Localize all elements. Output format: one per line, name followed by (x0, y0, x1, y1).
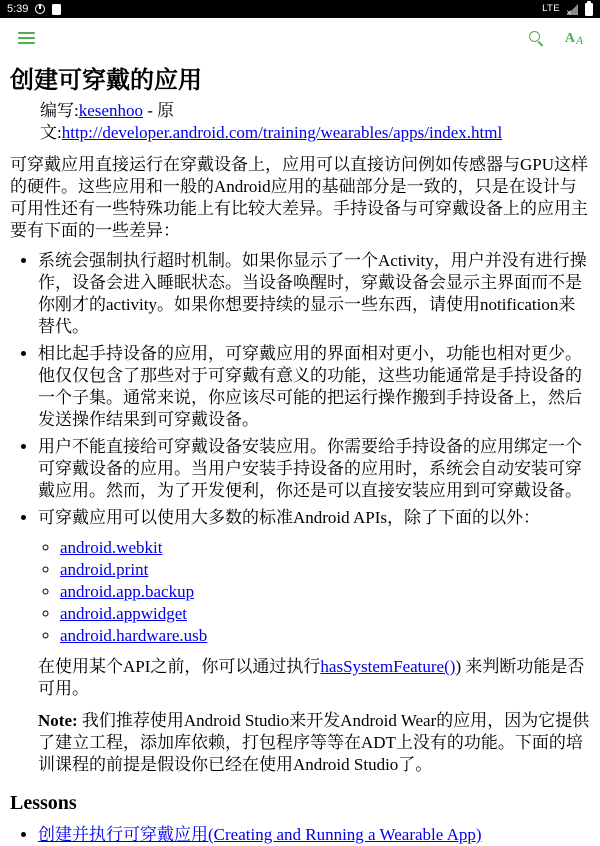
status-bar-left (7, 0, 61, 18)
hamburger-menu-icon[interactable] (18, 32, 35, 44)
list-item (60, 537, 590, 558)
notification-file-icon (52, 4, 61, 15)
byline (40, 100, 590, 144)
signal-x-icon: ✕ (566, 9, 572, 17)
app-bar-actions (527, 29, 582, 48)
api-check-suffix: ) 来判断功能是否可用。 (38, 657, 585, 698)
font-size-icon[interactable] (565, 29, 582, 48)
note-label: Note: (38, 711, 78, 730)
lessons-heading: Lessons (10, 792, 77, 814)
font-size-icon-large-a: A (564, 30, 575, 46)
note-paragraph (38, 710, 590, 776)
notification-circle-icon (35, 4, 45, 14)
byline-prefix: 编写: (40, 101, 79, 120)
lessons-list (10, 824, 590, 846)
list-item: • 用户不能直接给可穿戴设备安装应用。你需要给手持设备的应用绑定一个可穿戴设备的应用。当用户安装手持设备的应用时，系统会自动安装可穿戴应用。然而，为了开发便利，你还是可以直接安装应用到可穿戴设备。 (38, 436, 590, 502)
menu-bar (18, 32, 35, 34)
list-item: • 系统会强制执行超时机制。如果你显示了一个Activity，用户并没有进行操作，设备会进入睡眠状态。当设备唤醒时，穿戴设备会显示主界面而不是你刚才的activity。如果你想要持续的显示一些东西，请使用notification来替代。 (38, 250, 590, 338)
battery-icon (585, 3, 593, 16)
api-link[interactable]: android.appwidget (60, 604, 187, 623)
list-item (38, 507, 590, 776)
api-link[interactable]: android.webkit (60, 538, 163, 557)
api-link[interactable]: android.app.backup (60, 582, 195, 601)
lesson-link[interactable]: 创建并执行可穿戴应用(Creating and Running a Wearable App) (38, 825, 482, 844)
excluded-apis-list (38, 537, 590, 646)
status-time: 5:39 (7, 3, 29, 15)
search-icon[interactable] (527, 29, 545, 47)
article-content (0, 66, 600, 846)
api-link[interactable]: android.hardware.usb (60, 626, 208, 645)
list-item (38, 824, 590, 846)
page-title: 创建可穿戴的应用 (10, 68, 202, 94)
apis-lead-text: 可穿戴应用可以使用大多数的标准Android APIs，除了下面的以外： (38, 508, 540, 527)
menu-bar (18, 42, 35, 44)
api-check-paragraph (38, 656, 590, 700)
font-size-icon-small-a: A (575, 34, 583, 47)
app-bar (0, 18, 600, 58)
list-item (60, 625, 590, 646)
api-link[interactable]: android.print (60, 560, 149, 579)
author-link[interactable]: kesenhoo (78, 101, 143, 120)
list-item (60, 559, 590, 580)
network-type-label: LTE (542, 3, 560, 14)
intro-paragraph: 可穿戴应用直接运行在穿戴设备上，应用可以直接访问例如传感器与GPU这样的硬件。这些应用和一般的Android应用的基础部分是一致的，只是在设计与可用性还有一些特殊功能上有比较大差异。手持设备与可穿戴设备上的应用主要有下面的一些差异： (10, 155, 589, 240)
note-text: 我们推荐使用Android Studio来开发Android Wear的应用，因为它提供了建立工程，添加库依赖，打包程序等等在ADT上没有的功能。下面的培训课程的前提是假设你已经在使用Android Studio了。 (38, 711, 590, 774)
byline-separator: - 原文: (40, 101, 175, 142)
list-item (60, 603, 590, 624)
status-bar (0, 0, 600, 18)
source-url-link[interactable]: http://developer.android.com/training/wearables/apps/index.html (61, 123, 503, 142)
signal-triangle-icon (566, 4, 578, 15)
api-check-prefix: 在使用某个API之前，你可以通过执行 (38, 657, 321, 676)
differences-list (10, 250, 590, 776)
menu-bar (18, 37, 35, 39)
has-system-feature-link[interactable]: hasSystemFeature() (320, 657, 456, 676)
list-item (60, 581, 590, 602)
list-item: • 相比起手持设备的应用，可穿戴应用的界面相对更小，功能也相对更少。他仅仅包含了那些对于可穿戴有意义的功能，这些功能通常是手持设备的一个子集。通常来说，你应该尽可能的把运行操作搬到手持设备上，然后发送操作结果到可穿戴设备。 (38, 343, 590, 431)
status-bar-right (542, 0, 593, 18)
